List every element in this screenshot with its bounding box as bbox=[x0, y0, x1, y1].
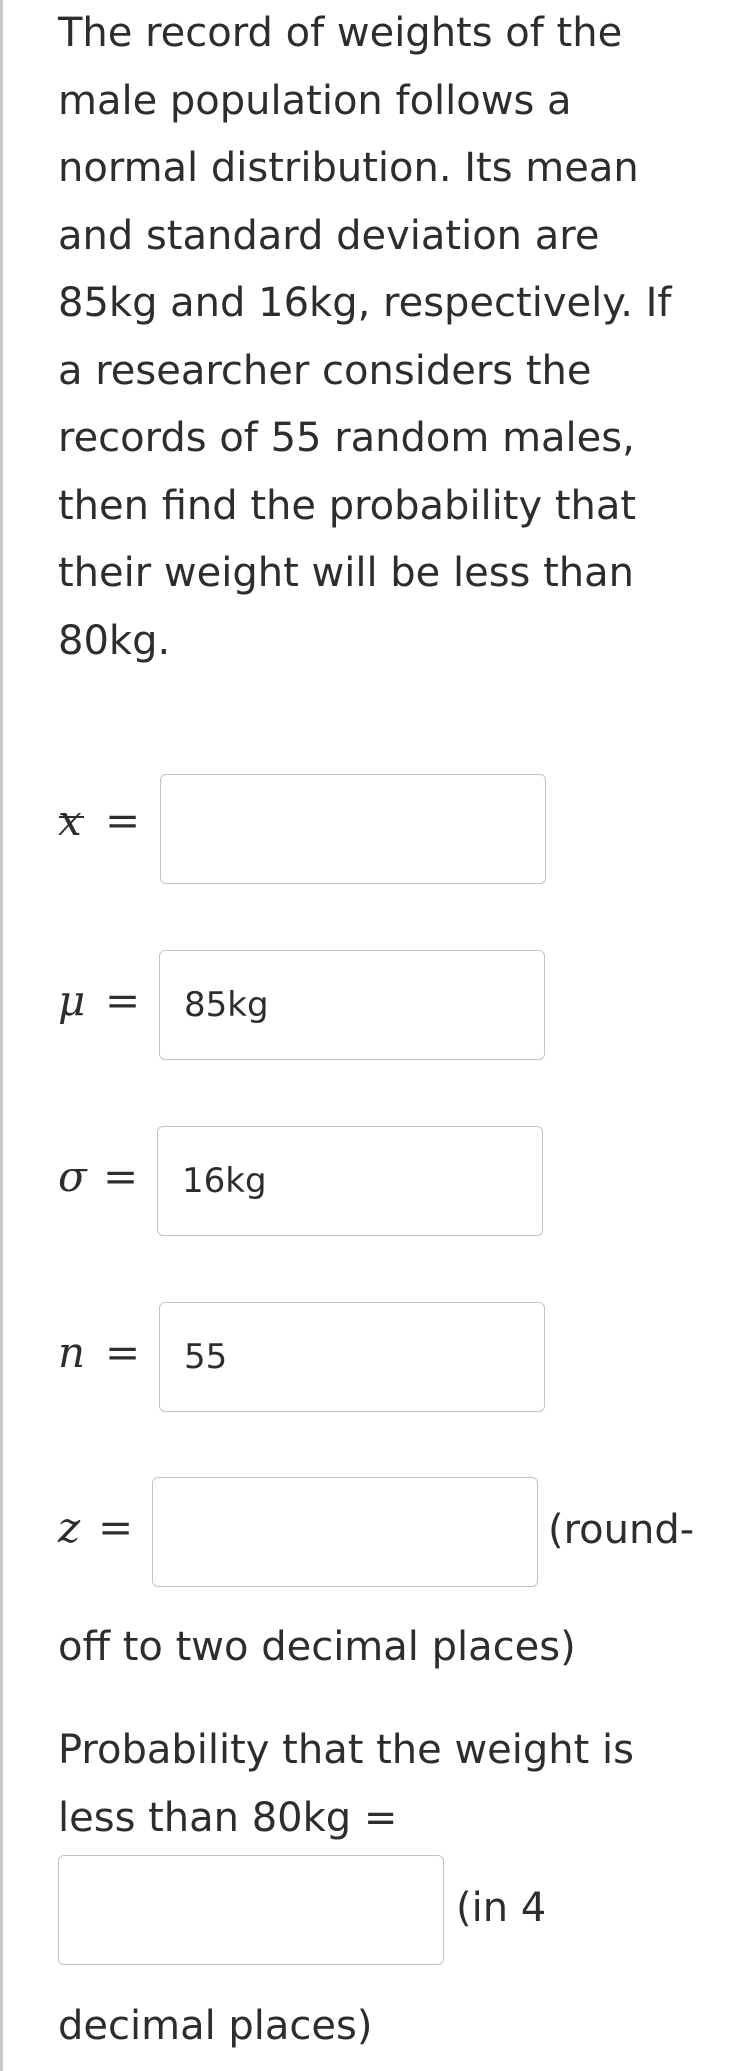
left-border bbox=[0, 0, 3, 2071]
z-round-note: (round- bbox=[548, 1507, 695, 1553]
n-row bbox=[58, 1302, 558, 1412]
z-round-note-continued: off to two decimal places) bbox=[58, 1624, 576, 1670]
sigma-input[interactable] bbox=[157, 1126, 543, 1236]
sigma-equals: = bbox=[103, 1152, 139, 1201]
question-text: The record of weights of the male population follows a normal distribution. Its mean and standard deviation are 85kg and 16kg, respectively. If a researcher considers the records of 55 random males, then find the probability that their weight will be less than 80kg. bbox=[58, 10, 672, 664]
probability-decimal-note-continued: decimal places) bbox=[58, 2003, 373, 2049]
xbar-equals: = bbox=[105, 796, 141, 845]
z-row bbox=[58, 1477, 708, 1587]
xbar-symbol: x bbox=[58, 796, 82, 845]
sigma-row bbox=[58, 1126, 558, 1236]
n-equals: = bbox=[105, 1328, 141, 1377]
xbar-input[interactable] bbox=[160, 774, 546, 884]
z-symbol: z bbox=[58, 1503, 81, 1552]
mu-symbol: μ bbox=[58, 976, 86, 1025]
n-input[interactable] bbox=[159, 1302, 545, 1412]
mu-input[interactable] bbox=[159, 950, 545, 1060]
mu-row bbox=[58, 950, 558, 1060]
mu-equals: = bbox=[105, 976, 141, 1025]
probability-input[interactable] bbox=[58, 1855, 444, 1965]
probability-decimal-note: (in 4 bbox=[456, 1885, 547, 1931]
probability-label: Probability that the weight is less than 80kg = bbox=[58, 1727, 634, 1841]
sigma-symbol: σ bbox=[58, 1152, 87, 1201]
n-symbol: n bbox=[58, 1328, 86, 1377]
xbar-row bbox=[58, 774, 558, 884]
probability-row bbox=[58, 1855, 708, 1965]
z-equals: = bbox=[98, 1503, 134, 1552]
z-input[interactable] bbox=[152, 1477, 538, 1587]
